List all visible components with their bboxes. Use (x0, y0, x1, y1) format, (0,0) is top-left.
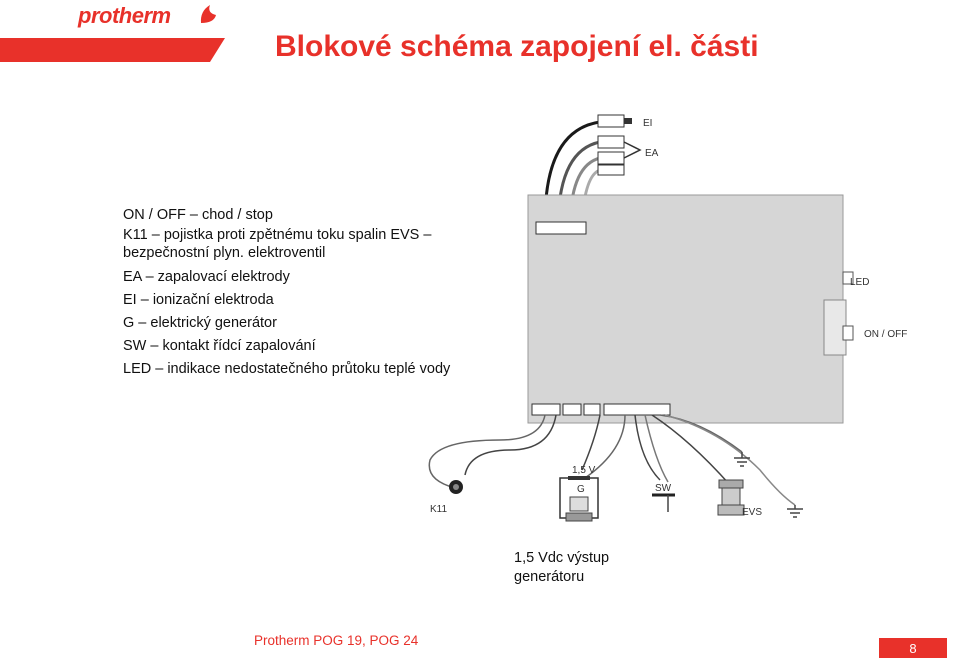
label-k11: K11 (430, 504, 448, 515)
label-voltage: 1,5 V (572, 465, 596, 476)
page-number: 8 (879, 638, 947, 658)
label-generator: G (577, 484, 585, 495)
legend-item-led: LED – indikace nedostatečného průtoku teplé vody (123, 361, 451, 377)
generator-note-line-1: 1,5 Vdc výstup (514, 550, 610, 566)
generator-note (514, 549, 609, 587)
label-ea: EA (645, 148, 659, 159)
footer-title: Protherm POG 19, POG 24 (254, 633, 419, 648)
ei-connector (598, 115, 624, 127)
logo-text: protherm (78, 3, 171, 28)
connector-k11 (532, 404, 560, 415)
logo-flame-icon (198, 3, 220, 25)
generator-note-line-2: generátoru (514, 569, 585, 585)
legend-item-on-off: ON / OFF – chod / stop (123, 207, 273, 223)
slide-title: Blokové schéma zapojení el. části (275, 30, 759, 63)
label-ei: EI (643, 118, 653, 129)
connector-sw (584, 404, 600, 415)
top-connector (536, 222, 586, 234)
label-sw: SW (655, 483, 672, 494)
on-off-switch (843, 326, 853, 340)
connector-main (604, 404, 670, 415)
wire-k11 (429, 415, 545, 488)
connector-generator (563, 404, 581, 415)
legend-item-sw: SW – kontakt řídcí zapalování (123, 338, 316, 354)
label-on-off: ON / OFF (864, 329, 908, 340)
legend-item-k11: K11 – pojistka proti zpětnému toku spalin EVS – (123, 227, 432, 243)
ea-connector-2 (598, 152, 624, 164)
wiring-diagram (420, 100, 960, 540)
label-evs: EVS (742, 507, 763, 518)
legend-item-k11-cont: bezpečnostní plyn. elektroventil (123, 245, 326, 261)
label-led: LED (850, 277, 870, 288)
legend-item-ea: EA – zapalovací elektrody (123, 269, 290, 285)
ea-connector-3 (598, 165, 624, 175)
legend-item-ei: EI – ionizační elektroda (123, 292, 274, 308)
protherm-logo (78, 3, 223, 33)
ea-connector-1 (598, 136, 624, 148)
ground-icon (787, 505, 803, 517)
legend-item-g: G – elektrický generátor (123, 315, 277, 331)
